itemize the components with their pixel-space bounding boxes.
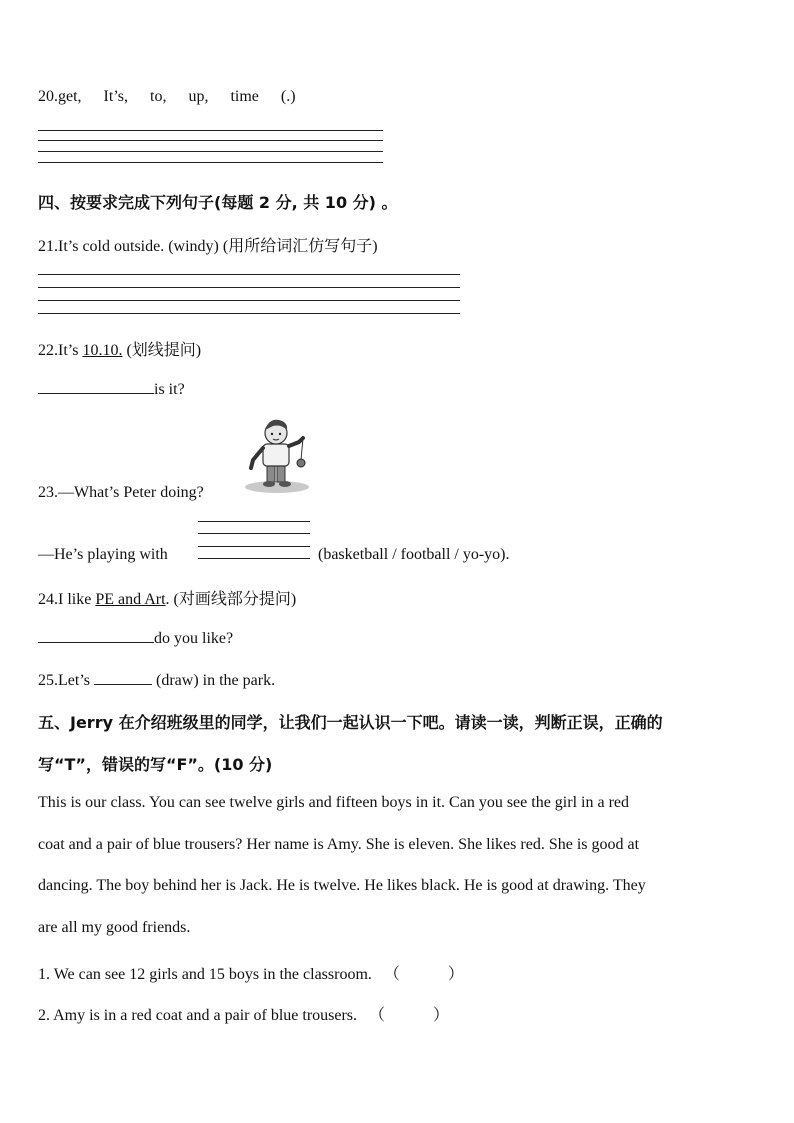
q24-underlined: PE and Art: [95, 591, 166, 608]
q22-text: [38, 337, 201, 360]
passage-line: This is our class. You can see twelve girls and fifteen boys in it. Can you see the girl in a red: [38, 794, 629, 811]
q21-text: [38, 233, 378, 256]
q22-underlined: 10.10.: [82, 342, 123, 359]
q22-answer: [38, 379, 185, 399]
writing-line[interactable]: [38, 140, 383, 141]
q20-word: It’s,: [103, 88, 128, 105]
writing-line[interactable]: [198, 521, 310, 522]
q23-options: (basketball / football / yo-yo).: [318, 546, 510, 563]
q25-text: [38, 670, 275, 690]
q20-line: [38, 88, 318, 106]
q21-number: 21.: [38, 238, 58, 255]
writing-line[interactable]: [38, 287, 460, 288]
answer-blank[interactable]: [94, 670, 152, 685]
q20-word: get,: [58, 88, 82, 105]
section-5-heading-line2: 写“T”，错误的写“F”。(10 分): [38, 755, 273, 774]
q20-word: (.): [280, 88, 296, 105]
writing-line[interactable]: [198, 558, 310, 559]
writing-line[interactable]: [38, 313, 460, 314]
statement-item: [38, 961, 464, 984]
passage-line: coat and a pair of blue trousers? Her name is Amy. She is eleven. She likes red. She is good at: [38, 836, 640, 853]
q22-prefix: 22.It’s: [38, 342, 83, 359]
section-4-heading: 四、按要求完成下列句子(每题 2 分, 共 10 分) 。: [38, 193, 398, 212]
writing-line[interactable]: [38, 300, 460, 301]
q24-answer: [38, 628, 233, 648]
writing-line[interactable]: [38, 151, 383, 152]
q20-number: 20.: [38, 88, 58, 105]
passage-line: dancing. The boy behind her is Jack. He is twelve. He likes black. He is good at drawing. They: [38, 877, 646, 894]
answer-bracket[interactable]: （ ）: [369, 1007, 450, 1024]
q24-text: [38, 586, 296, 609]
q20-word: up,: [188, 88, 209, 105]
writing-line[interactable]: [198, 546, 310, 547]
q20-word: time: [230, 88, 259, 105]
section-5-heading-line1: 五、Jerry 在介绍班级里的同学，让我们一起认识一下吧。请读一读，判断正误，正确的: [38, 713, 663, 732]
q20-word: to,: [150, 88, 167, 105]
boy-yoyo-illustration: [243, 416, 315, 496]
statement-text: 2. Amy is in a red coat and a pair of blue trousers.: [38, 1007, 358, 1024]
statement-item: [38, 1002, 449, 1025]
answer-blank[interactable]: [38, 379, 154, 394]
answer-blank[interactable]: [38, 628, 154, 643]
q25-prefix: 25.Let’s: [38, 672, 90, 689]
writing-line[interactable]: [198, 533, 310, 534]
q22-instruction: (划线提问): [122, 342, 202, 359]
q25-suffix: (draw) in the park.: [156, 672, 276, 689]
q23-answer-prefix: —He’s playing with: [38, 546, 168, 563]
writing-line[interactable]: [38, 274, 460, 275]
writing-line[interactable]: [38, 130, 383, 131]
answer-bracket[interactable]: （ ）: [383, 966, 464, 983]
writing-line[interactable]: [38, 162, 383, 163]
statement-text: 1. We can see 12 girls and 15 boys in the classroom.: [38, 966, 372, 983]
q23-question: 23.—What’s Peter doing?: [38, 484, 204, 501]
q24-prefix: 24.I like: [38, 591, 96, 608]
q24-instruction: . (对画线部分提问): [165, 591, 297, 608]
q21-sentence: It’s cold outside. (windy) (用所给词汇仿写句子): [58, 238, 378, 255]
q22-answer-suffix: is it?: [154, 381, 185, 398]
passage-line: are all my good friends.: [38, 919, 191, 936]
q24-answer-suffix: do you like?: [154, 630, 234, 647]
